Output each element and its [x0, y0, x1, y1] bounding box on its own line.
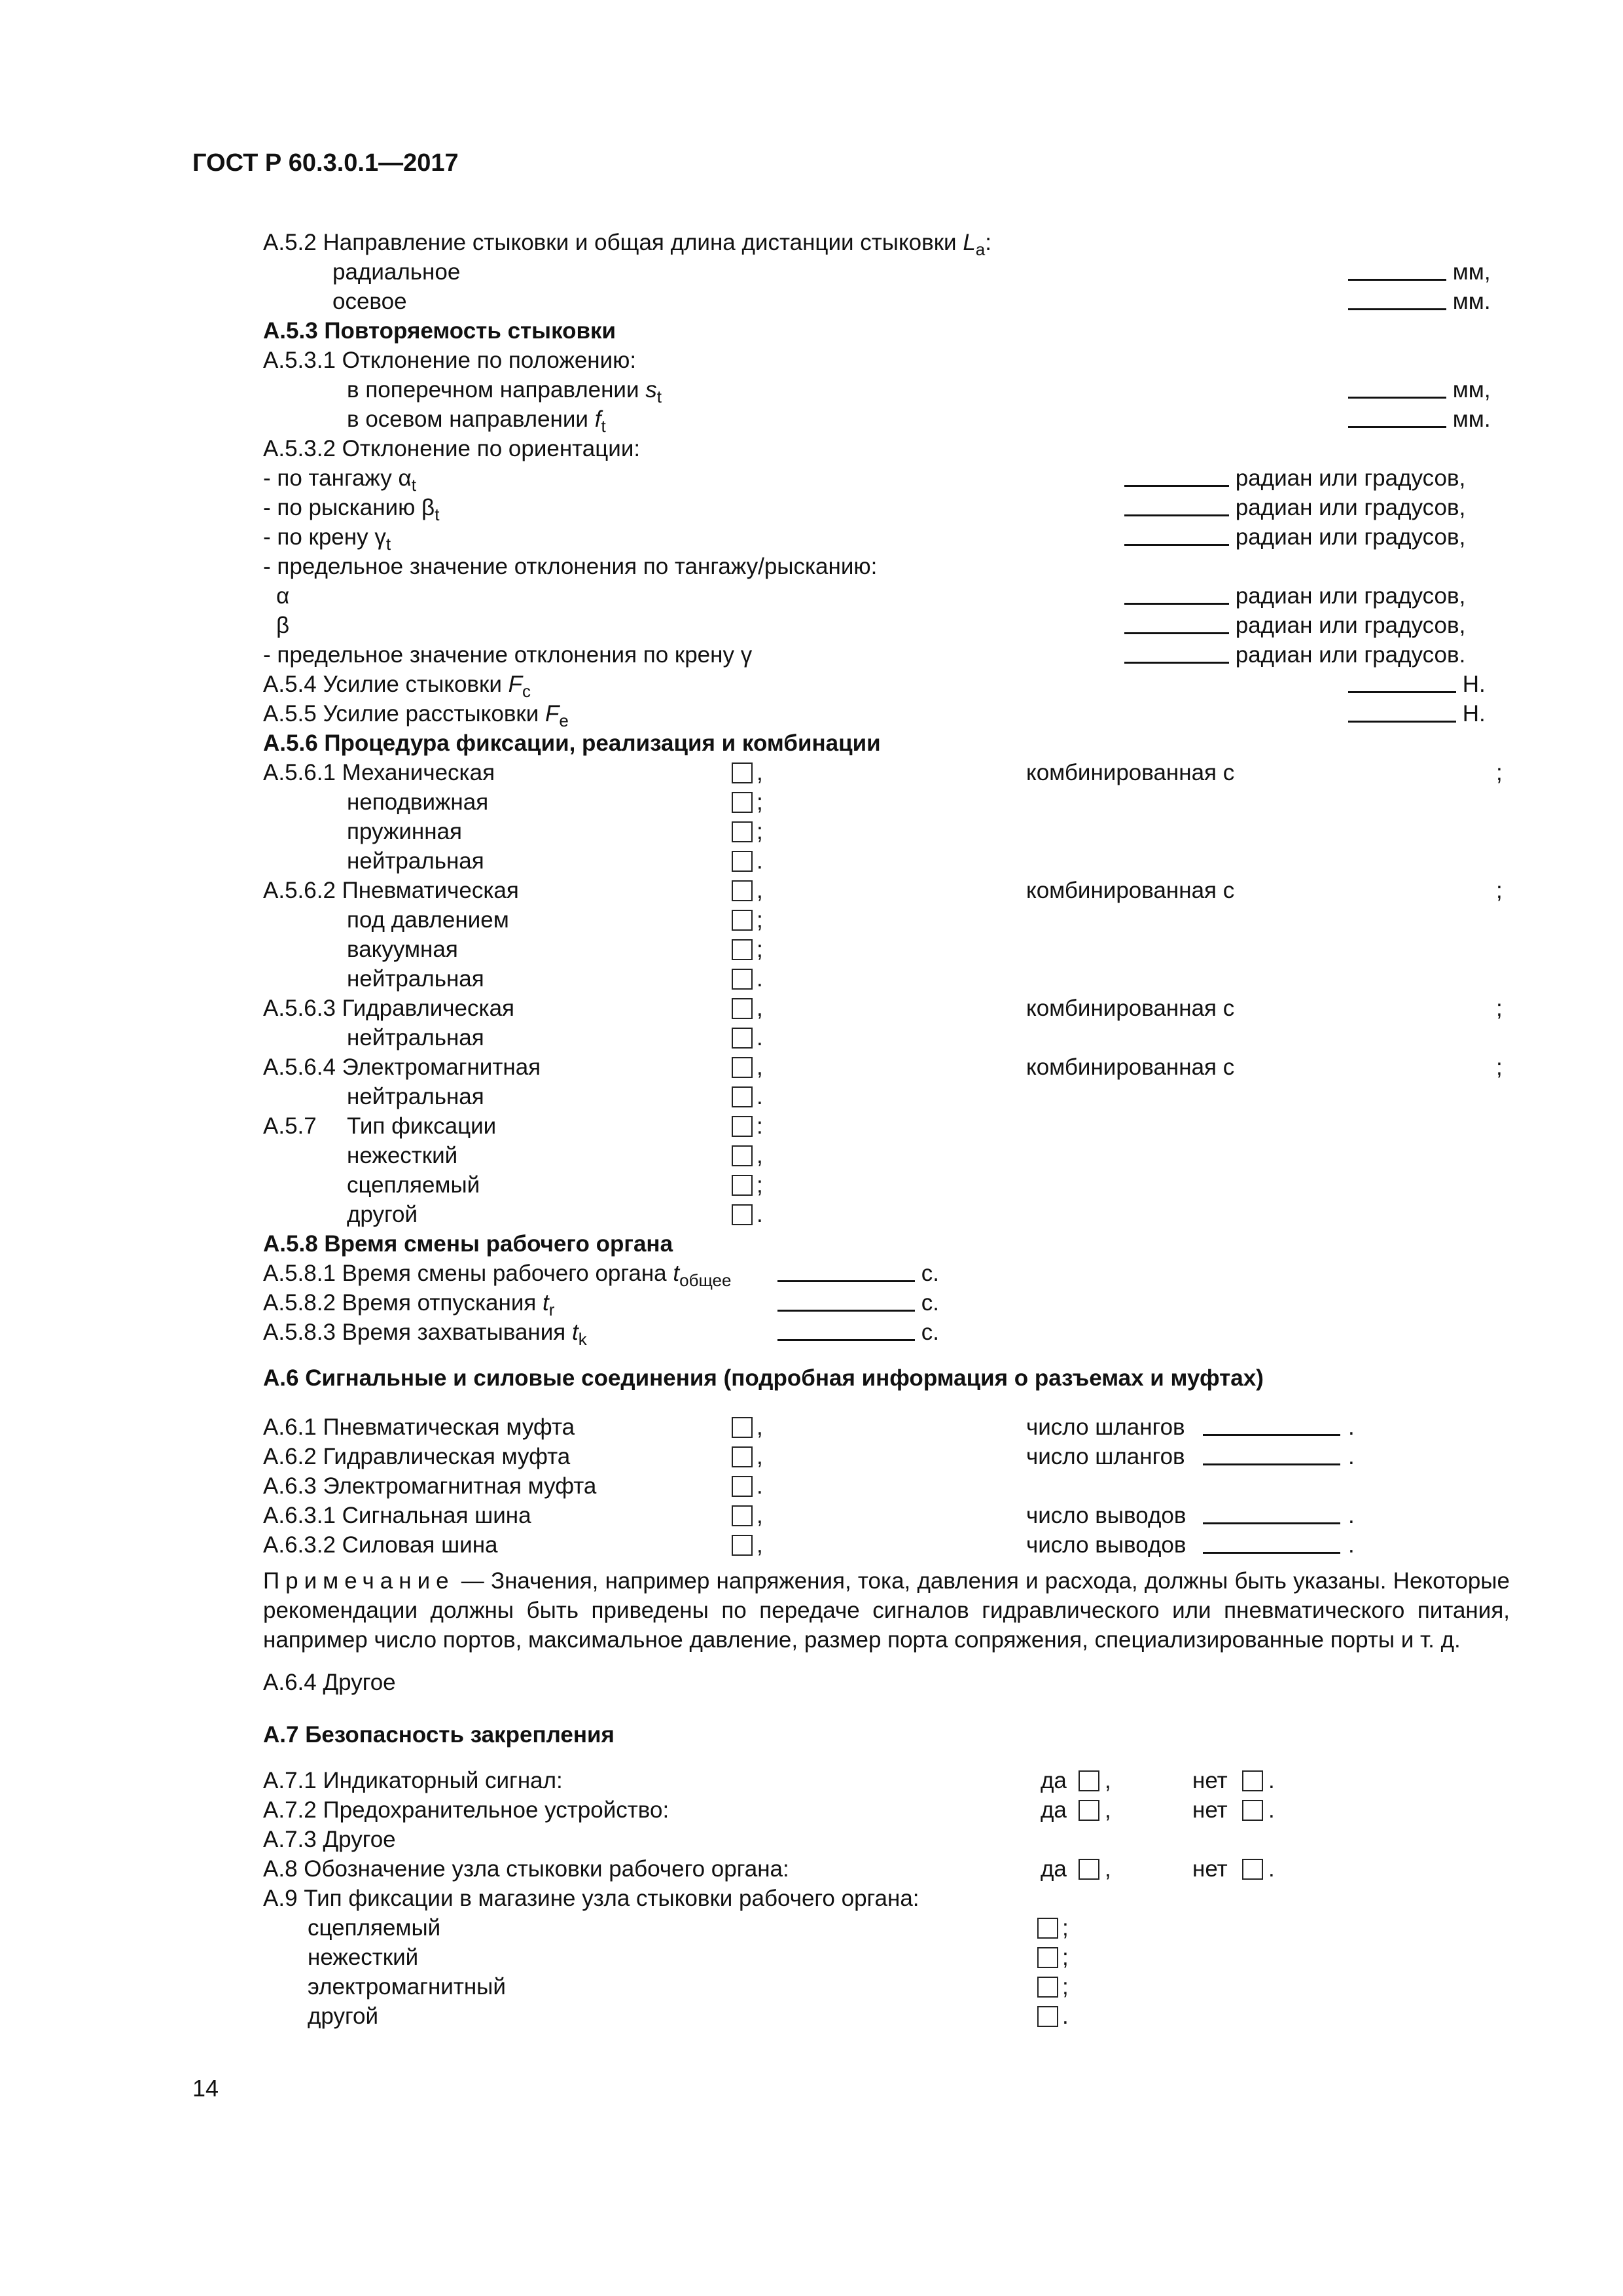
a52-radial-label: радиальное [332, 259, 461, 285]
a531-transverse-field[interactable]: мм, [1348, 375, 1491, 405]
a6-row-field[interactable] [1203, 1501, 1340, 1531]
a58-title: А.5.8 Время смены рабочего органа [263, 1231, 673, 1257]
a532-pitch-field[interactable]: радиан или градусов, [1124, 463, 1465, 493]
a56-row-mark: , [757, 1054, 763, 1080]
a71-label: А.7.1 Индикаторный сигнал: [263, 1768, 563, 1793]
a56-row-label: нейтральная [347, 966, 484, 992]
a6-title: А.6 Сигнальные и силовые соединения (подробная информация о разъемах и муфтах) [263, 1365, 1264, 1391]
a6-row-end: . [1348, 1532, 1355, 1558]
a6-row-checkbox[interactable] [732, 1446, 753, 1467]
a8-no-mark: . [1268, 1856, 1275, 1882]
a57-row-label: нежесткий [347, 1143, 458, 1168]
a57-row-label: Тип фиксации [347, 1113, 497, 1139]
a52-axial-label: осевое [332, 289, 407, 314]
a56-combined-end: ; [1496, 996, 1503, 1021]
a72-no-mark: . [1268, 1797, 1275, 1823]
a56-row-label: вакуумная [347, 937, 458, 962]
a6-row-field[interactable] [1203, 1412, 1340, 1443]
a56-row-checkbox[interactable] [732, 762, 753, 783]
a72-label: А.7.2 Предохранительное устройство: [263, 1797, 669, 1823]
a56-combined-end: ; [1496, 760, 1503, 785]
a9-row-mark: ; [1062, 1974, 1069, 2000]
a56-row-label: нейтральная [347, 1084, 484, 1109]
a52-title: А.5.2 Направление стыковки и общая длина дистанции стыковки $L_a$: [263, 230, 991, 259]
a53-title: А.5.3 Повторяемость стыковки [263, 318, 616, 344]
a9-row-label: сцепляемый [308, 1915, 441, 1941]
a56-row-mark: ; [757, 937, 763, 962]
a56-row-checkbox[interactable] [732, 1057, 753, 1078]
a6-row-label: А.6.3.2 Силовая шина [263, 1532, 498, 1558]
a532-limit-beta: β [276, 613, 290, 638]
a56-row-checkbox[interactable] [732, 851, 753, 872]
a56-combined-label: комбинированная с [1026, 760, 1235, 785]
a6-row-label: А.6.2 Гидравлическая муфта [263, 1444, 571, 1469]
a55-field[interactable]: Н. [1348, 699, 1486, 729]
a56-row-label: А.5.6.2 Пневматическая [263, 878, 519, 903]
a6-row-checkbox[interactable] [732, 1417, 753, 1438]
a56-row-label: А.5.6.3 Гидравлическая [263, 996, 514, 1021]
a532-yaw-field[interactable]: радиан или градусов, [1124, 493, 1465, 523]
a56-row-checkbox[interactable] [732, 1086, 753, 1107]
a56-row-mark: , [757, 878, 763, 903]
a56-combined-end: ; [1496, 1054, 1503, 1080]
a57-row-checkbox[interactable] [732, 1175, 753, 1196]
a56-row-label: нейтральная [347, 1025, 484, 1050]
a9-row-mark: ; [1062, 1915, 1069, 1941]
a9-row-label: другой [308, 2003, 379, 2029]
a532-limit-py: - предельное значение отклонения по тангажу/рысканию: [263, 554, 878, 579]
a9-row-mark: ; [1062, 1945, 1069, 1970]
a8-no-checkbox[interactable] [1242, 1859, 1263, 1880]
a9-row-checkbox[interactable] [1037, 1918, 1058, 1939]
a56-combined-label: комбинированная с [1026, 996, 1235, 1021]
a71-no-checkbox[interactable] [1242, 1770, 1263, 1791]
a56-row-mark: ; [757, 907, 763, 933]
a6-row-mark: , [757, 1414, 763, 1440]
a9-row-label: нежесткий [308, 1945, 419, 1970]
a57-row-mark: : [757, 1113, 763, 1139]
a57-row-mark: ; [757, 1172, 763, 1198]
a8-yes-mark: , [1105, 1856, 1111, 1882]
a57-row-label: сцепляемый [347, 1172, 480, 1198]
a582-label: А.5.8.2 Время отпускания $t_r$ [263, 1290, 555, 1319]
a56-row-label: нейтральная [347, 848, 484, 874]
a56-row-mark: . [757, 966, 763, 992]
a56-combined-label: комбинированная с [1026, 1054, 1235, 1080]
a56-row-mark: . [757, 848, 763, 874]
a55-label: А.5.5 Усилие расстыковки $F_e$ [263, 701, 569, 730]
a71-no-label: нет [1192, 1768, 1228, 1793]
a56-combined-end: ; [1496, 878, 1503, 903]
a6-row-mark: , [757, 1444, 763, 1469]
a54-field[interactable]: Н. [1348, 670, 1486, 700]
a532-limit-alpha-field[interactable]: радиан или градусов, [1124, 581, 1465, 611]
a56-row-mark: , [757, 996, 763, 1021]
a57-row-mark: . [757, 1202, 763, 1227]
a8-label: А.8 Обозначение узла стыковки рабочего органа: [263, 1856, 789, 1882]
a6-row-checkbox[interactable] [732, 1535, 753, 1556]
a6-row-checkbox[interactable] [732, 1505, 753, 1526]
a56-row-mark: . [757, 1084, 763, 1109]
page-number: 14 [192, 2075, 219, 2102]
a56-row-checkbox[interactable] [732, 821, 753, 842]
a6-row-label: А.6.3.1 Сигнальная шина [263, 1503, 531, 1528]
a532-limit-beta-field[interactable]: радиан или градусов, [1124, 611, 1465, 641]
a56-row-label: пружинная [347, 819, 462, 844]
a9-row-checkbox[interactable] [1037, 1947, 1058, 1968]
a56-row-label: под давлением [347, 907, 509, 933]
a56-row-label: А.5.6.1 Механическая [263, 760, 495, 785]
a57-row-checkbox[interactable] [732, 1116, 753, 1137]
a52-axial-field[interactable]: мм. [1348, 287, 1491, 317]
a56-row-checkbox[interactable] [732, 939, 753, 960]
a71-no-mark: . [1268, 1768, 1275, 1793]
a8-yes-checkbox[interactable] [1079, 1859, 1099, 1880]
a56-row-checkbox[interactable] [732, 1028, 753, 1049]
a54-label: А.5.4 Усилие стыковки $F_c$ [263, 672, 531, 701]
a56-row-label: неподвижная [347, 789, 489, 815]
a56-row-mark: ; [757, 819, 763, 844]
a6-row-field[interactable] [1203, 1442, 1340, 1472]
a72-no-checkbox[interactable] [1242, 1800, 1263, 1821]
a6-row-field[interactable] [1203, 1530, 1340, 1560]
a532-limit-alpha: α [276, 583, 290, 609]
a6-row-checkbox[interactable] [732, 1476, 753, 1497]
note-paragraph [263, 1566, 1510, 1655]
a583-label: А.5.8.3 Время захватывания $t_k$ [263, 1319, 587, 1349]
a6-row-right-label: число шлангов [1026, 1444, 1185, 1469]
a56-row-label: А.5.6.4 Электромагнитная [263, 1054, 541, 1080]
a6-row-label: А.6.3 Электромагнитная муфта [263, 1473, 597, 1499]
note-text: — Значения, например напряжения, тока, давления и расхода, должны быть указаны. Некоторые рекомендации должны быть приведены по передаче сигналов гидравлического или пневматического питания, например число портов, максимальное давление, размер порта сопряжения, специализированные порты и т. д. [263, 1568, 1510, 1653]
a9-title: А.9 Тип фиксации в магазине узла стыковки рабочего органа: [263, 1886, 919, 1911]
a57-num: А.5.7 [263, 1113, 317, 1139]
a9-row-mark: . [1062, 2003, 1069, 2029]
a57-row-checkbox[interactable] [732, 1145, 753, 1166]
a532-limit-roll: - предельное значение отклонения по крену γ [263, 642, 753, 668]
a582-field[interactable]: с. [777, 1288, 939, 1318]
a7-title: А.7 Безопасность закрепления [263, 1722, 615, 1748]
a6-row-end: . [1348, 1414, 1355, 1440]
a532-roll-field[interactable]: радиан или градусов, [1124, 522, 1465, 552]
a64-label: А.6.4 Другое [263, 1670, 396, 1695]
a532-yaw: - по рысканию $\beta_t$ [263, 495, 440, 524]
note-label: Примечание [263, 1568, 455, 1594]
a72-no-label: нет [1192, 1797, 1228, 1823]
a6-row-mark: , [757, 1503, 763, 1528]
a6-row-right-label: число выводов [1026, 1503, 1186, 1528]
a56-row-mark: ; [757, 789, 763, 815]
a531-title: А.5.3.1 Отклонение по положению: [263, 348, 637, 373]
a531-transverse: в поперечном направлении $s_t$ [347, 377, 662, 406]
a56-row-checkbox[interactable] [732, 910, 753, 931]
a583-field[interactable]: с. [777, 1318, 939, 1348]
a56-row-mark: , [757, 760, 763, 785]
a6-row-mark: , [757, 1532, 763, 1558]
a532-limit-roll-field[interactable]: радиан или градусов. [1124, 640, 1465, 670]
a72-yes-mark: , [1105, 1797, 1111, 1823]
a73-label: А.7.3 Другое [263, 1827, 396, 1852]
a6-row-label: А.6.1 Пневматическая муфта [263, 1414, 575, 1440]
a532-roll: - по крену $\gamma_t$ [263, 524, 391, 554]
a9-row-checkbox[interactable] [1037, 2006, 1058, 2027]
a56-row-checkbox[interactable] [732, 969, 753, 990]
a531-axial: в осевом направлении $f_t$ [347, 406, 606, 436]
document-header: ГОСТ Р 60.3.0.1—2017 [192, 149, 459, 177]
a52-radial-field[interactable]: мм, [1348, 257, 1491, 287]
a72-yes-label: да [1041, 1797, 1067, 1823]
a71-yes-checkbox[interactable] [1079, 1770, 1099, 1791]
a72-yes-checkbox[interactable] [1079, 1800, 1099, 1821]
a6-row-right-label: число выводов [1026, 1532, 1186, 1558]
a56-row-mark: . [757, 1025, 763, 1050]
a57-row-checkbox[interactable] [732, 1204, 753, 1225]
a6-row-mark: . [757, 1473, 763, 1499]
a581-label: А.5.8.1 Время смены рабочего органа $t_{общее}$ [263, 1261, 732, 1290]
a56-row-checkbox[interactable] [732, 998, 753, 1019]
a56-combined-label: комбинированная с [1026, 878, 1235, 903]
a57-row-mark: , [757, 1143, 763, 1168]
a56-row-checkbox[interactable] [732, 880, 753, 901]
a8-yes-label: да [1041, 1856, 1067, 1882]
a532-title: А.5.3.2 Отклонение по ориентации: [263, 436, 641, 461]
a71-yes-mark: , [1105, 1768, 1111, 1793]
a9-row-label: электромагнитный [308, 1974, 506, 2000]
a57-row-label: другой [347, 1202, 418, 1227]
a9-row-checkbox[interactable] [1037, 1977, 1058, 1998]
a581-field[interactable]: с. [777, 1259, 939, 1289]
a8-no-label: нет [1192, 1856, 1228, 1882]
a532-pitch: - по тангажу $\alpha_t$ [263, 465, 416, 495]
a56-row-checkbox[interactable] [732, 792, 753, 813]
a71-yes-label: да [1041, 1768, 1067, 1793]
a6-row-end: . [1348, 1444, 1355, 1469]
a56-title: А.5.6 Процедура фиксации, реализация и комбинации [263, 730, 881, 756]
a6-row-end: . [1348, 1503, 1355, 1528]
a6-row-right-label: число шлангов [1026, 1414, 1185, 1440]
a531-axial-field[interactable]: мм. [1348, 404, 1491, 435]
